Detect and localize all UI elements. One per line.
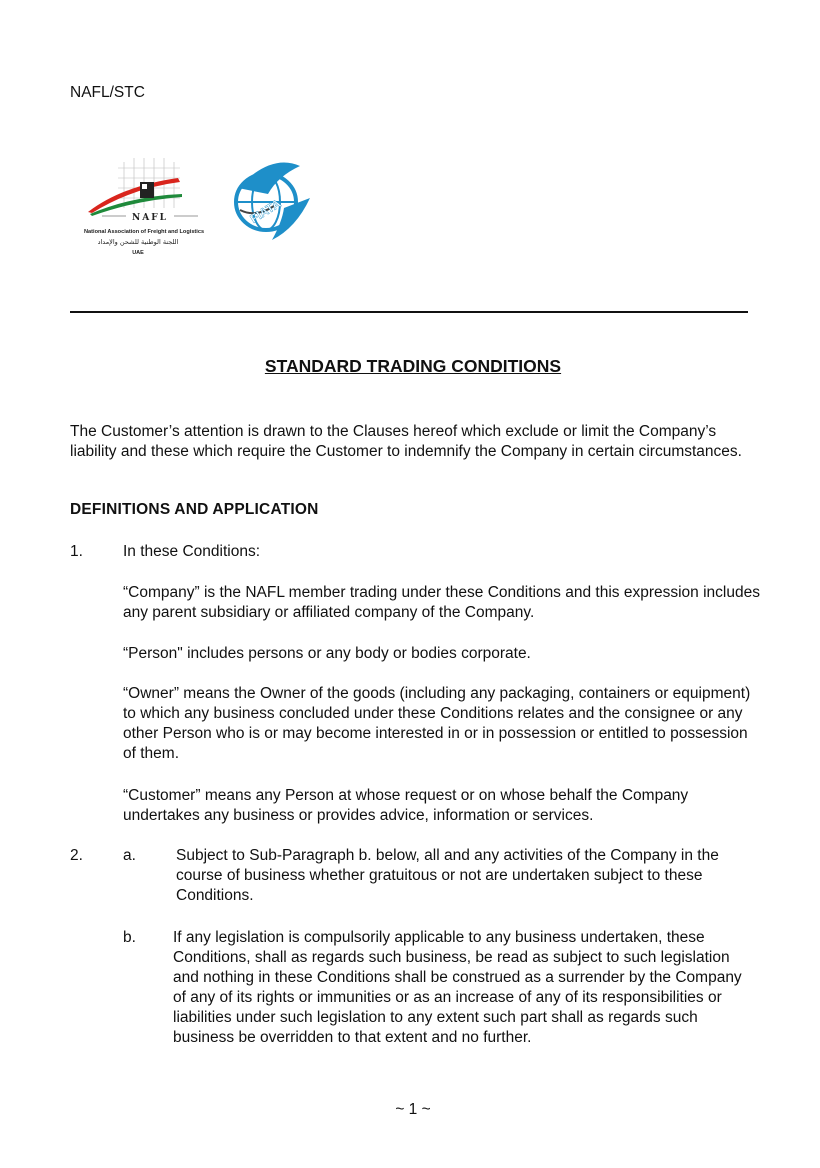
- section-heading: DEFINITIONS AND APPLICATION: [70, 501, 319, 518]
- definition-person: “Person" includes persons or any body or bodies corporate.: [123, 645, 531, 662]
- header-divider: [70, 311, 748, 313]
- definition-owner: “Owner” means the Owner of the goods (including any packaging, containers or equipment) to which any business concluded under these Conditions relates and the consignee or any other Person who is or may become interested in or in possession or entitled to possession of them.: [123, 685, 751, 762]
- nafl-logo-graphic: [82, 156, 212, 256]
- clause-2a-label: a.: [123, 847, 136, 864]
- fiata-logo-graphic: [226, 158, 312, 242]
- logo-acronym: NAFL: [132, 213, 168, 223]
- page-title: STANDARD TRADING CONDITIONS: [264, 356, 562, 376]
- fiata-logo: [226, 158, 312, 242]
- clause-2b-text: If any legislation is compulsorily applicable to any business undertaken, these Conditions, shall as regards such business, be read as subject to such legislation and nothing in these Conditions shall be construed as a surrender by the Company of any of its rights or immunities or as an increase of any of its responsibilities or liabilities under such legislation to any extent such part shall as regards such business be overridden to that extent and no further.: [173, 929, 742, 1046]
- logo-name-ar: اللجنة الوطنية للشحن والإمداد: [97, 238, 179, 246]
- nafl-logo: [82, 156, 212, 256]
- logo-name-en: National Association of Freight and Logistics: [84, 229, 205, 235]
- clause-2-number: 2.: [70, 847, 83, 864]
- page-number: ~ 1 ~: [395, 1101, 431, 1118]
- logo-country: UAE: [132, 250, 144, 256]
- clause-1-number: 1.: [70, 543, 83, 560]
- clause-2b-label: b.: [123, 929, 136, 946]
- clause-2a-text: Subject to Sub-Paragraph b. below, all and any activities of the Company in the course of business whether gratuitous or not are undertaken subject to these Conditions.: [176, 847, 719, 904]
- definition-company: “Company” is the NAFL member trading under these Conditions and this expression includes any parent subsidiary or affiliated company of the Company.: [123, 584, 760, 621]
- fiata-wordmark: FIATA: [247, 196, 284, 226]
- document-reference: NAFL/STC: [70, 84, 145, 101]
- definition-customer: “Customer” means any Person at whose request or on whose behalf the Company undertakes any business or provides advice, information or services.: [123, 787, 689, 824]
- intro-paragraph: The Customer’s attention is drawn to the Clauses hereof which exclude or limit the Company’s liability and these which require the Customer to indemnify the Company in certain circumstances.: [70, 423, 742, 460]
- clause-1-lead: In these Conditions:: [123, 543, 261, 560]
